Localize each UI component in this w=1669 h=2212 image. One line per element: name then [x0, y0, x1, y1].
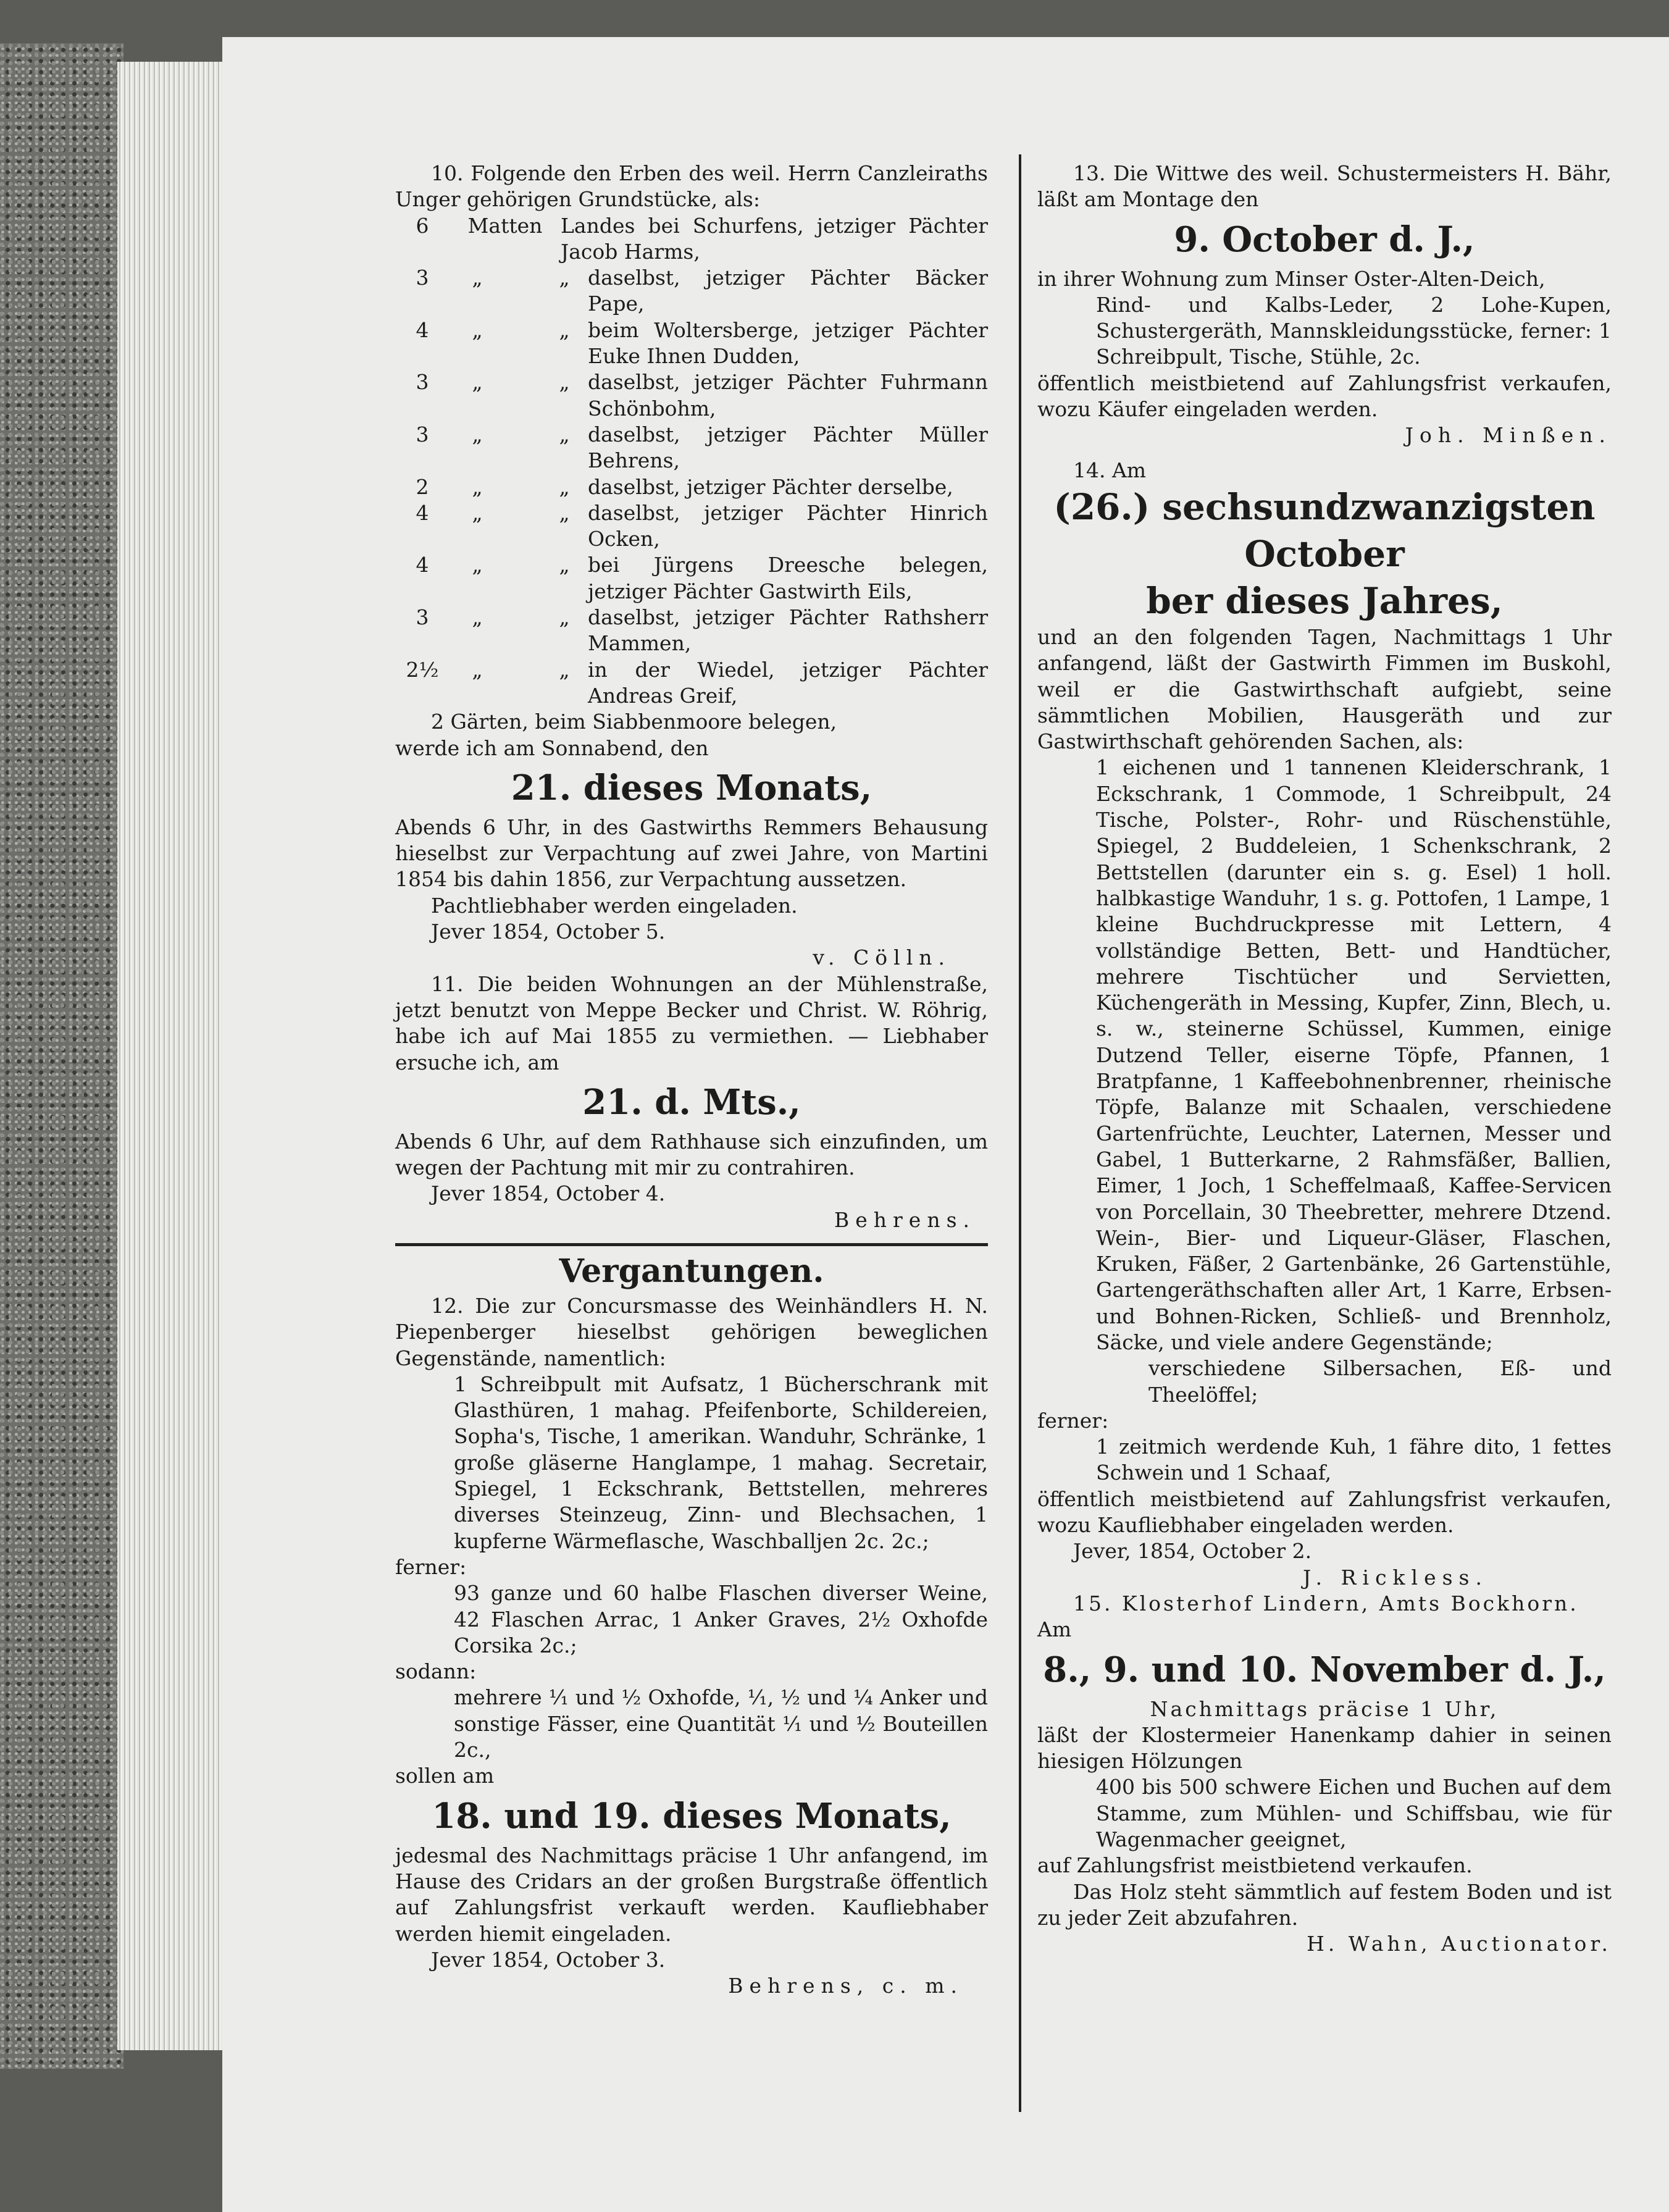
parcel-quantity: 4: [416, 553, 429, 577]
parcel-unit: „: [472, 474, 483, 499]
book-cover-marbled: [0, 43, 123, 2069]
parcel-unit: „: [472, 657, 483, 682]
parcel-description: bei Jürgens Dreesche belegen, jetziger Pächter Gastwirth Eils,: [588, 553, 988, 603]
notice-10-invite: Pachtliebhaber werden eingeladen.: [431, 893, 798, 918]
parcel-unit: „: [472, 500, 483, 525]
notice-11-place-date: Jever 1854, October 4.: [431, 1181, 666, 1206]
parcel-ditto: „: [559, 317, 570, 342]
parcel-ditto: „: [559, 266, 570, 290]
parcel-quantity: 3: [416, 370, 429, 395]
notice-14-body2: öffentlich meistbietend auf Zahlungsfrist verkaufen, wozu Kaufliebhaber eingeladen werden.: [1037, 1486, 1612, 1538]
notice-15-am: Am: [1037, 1617, 1072, 1642]
parcel-quantity: 2: [416, 474, 429, 499]
parcel-quantity: 4: [416, 500, 429, 525]
parcel-row: [395, 657, 988, 710]
section-rule: [395, 1243, 988, 1246]
notice-15-signature: H. Wahn, Auctionator.: [1307, 1932, 1612, 1956]
notice-14-ferner: ferner:: [1037, 1408, 1109, 1433]
column-divider: [1019, 154, 1021, 2112]
parcel-unit: „: [472, 422, 483, 446]
parcel-ditto: „: [559, 474, 570, 499]
parcel-unit: „: [472, 266, 483, 290]
notice-14-items-1b: verschiedene Silbersachen, Eß- und Theelöffel;: [1148, 1356, 1612, 1407]
notice-12-items-3: mehrere ⅟₁ und ½ Oxhofde, ⅟₁, ½ und ¼ Anker und sonstige Fässer, eine Quantität ⅟₁ und ½ Bouteillen 2c.,: [454, 1685, 988, 1762]
notice-10-werde: werde ich am Sonnabend, den: [395, 735, 709, 760]
notice-14-am: 14. Am: [1073, 458, 1147, 482]
parcel-description: beim Woltersberge, jetziger Pächter Euke Ihnen Dudden,: [588, 317, 988, 369]
parcel-description: daselbst, jetziger Pächter derselbe,: [588, 474, 953, 499]
notice-11-body2: Abends 6 Uhr, auf dem Rathhause sich einzufinden, um wegen der Pachtung mit mir zu contrahiren.: [395, 1129, 988, 1180]
notice-14-date-line2: ber dieses Jahres,: [1146, 579, 1503, 622]
notice-10-body: Abends 6 Uhr, in des Gastwirths Remmers Behausung hieselbst zur Verpachtung auf zwei Jahre, von Martini 1854 bis dahin 1856, zur Verpachtung aussetzen.: [395, 815, 988, 892]
notice-10-intro: 10. Folgende den Erben des weil. Herrn Canzleiraths Unger gehörigen Grundstücke, als:: [395, 161, 988, 212]
left-column: [395, 161, 988, 1999]
parcel-row: [395, 552, 988, 605]
parcel-unit: Matten: [467, 213, 543, 238]
notice-10-place-date: Jever 1854, October 5.: [431, 920, 666, 944]
parcel-row: [395, 500, 988, 553]
notice-13-body: in ihrer Wohnung zum Minser Oster-Alten-Deich,: [1037, 266, 1546, 291]
parcel-description: daselbst, jetziger Pächter Rathsherr Mammen,: [588, 605, 988, 656]
section-title: Vergantungen.: [559, 1252, 824, 1290]
notice-11-signature: Behrens.: [834, 1207, 976, 1232]
notice-12-signature: Behrens, c. m.: [728, 1974, 963, 1998]
notice-14-date-line1: (26.) sechsundzwanzigsten October: [1053, 485, 1596, 575]
notice-15-items: 400 bis 500 schwere Eichen und Buchen auf dem Stamme, zum Mühlen- und Schiffsbau, wie für Wagenmacher geeignet,: [1096, 1775, 1612, 1852]
notice-12-place-date: Jever 1854, October 3.: [431, 1947, 666, 1972]
parcel-description: daselbst, jetziger Pächter Bäcker Pape,: [588, 266, 988, 316]
parcel-description: daselbst, jetziger Pächter Müller Behrens,: [588, 422, 988, 473]
parcel-unit: „: [472, 605, 483, 630]
parcel-row: [395, 317, 988, 370]
notice-13-signature: Joh. Minßen.: [1405, 423, 1612, 448]
notice-13-body2: öffentlich meistbietend auf Zahlungsfrist verkaufen, wozu Käufer eingeladen werden.: [1037, 371, 1612, 422]
parcel-ditto: „: [559, 422, 570, 446]
parcel-description: daselbst, jetziger Pächter Fuhrmann Schönbohm,: [588, 370, 988, 421]
parcel-row: [395, 265, 988, 317]
right-column: [1037, 161, 1612, 1958]
notice-15-body3: Das Holz steht sämmtlich auf festem Boden und ist zu jeder Zeit abzufahren.: [1037, 1879, 1612, 1930]
parcel-row: [395, 605, 988, 657]
notice-12-intro: 12. Die zur Concursmasse des Weinhändlers H. N. Piepenberger hieselbst gehörigen beweglichen Gegenstände, namentlich:: [395, 1293, 988, 1370]
notice-12-date: 18. und 19. dieses Monats,: [432, 1795, 952, 1837]
parcel-row: [395, 474, 988, 500]
notice-11-body: 11. Die beiden Wohnungen an der Mühlenstraße, jetzt benutzt von Meppe Becker und Christ. W. Röhrig, habe ich auf Mai 1855 zu vermiethen. — Liebhaber ersuche ich, am: [395, 971, 988, 1075]
notice-10-signature: v. Cölln.: [813, 945, 951, 970]
parcel-quantity: 3: [416, 422, 429, 446]
notice-12-sodann: sodann:: [395, 1659, 477, 1684]
parcel-unit: „: [472, 370, 483, 395]
parcel-description: in der Wiedel, jetziger Pächter Andreas Greif,: [588, 657, 988, 708]
notice-14-body: und an den folgenden Tagen, Nachmittags 1 Uhr anfangend, läßt der Gastwirth Fimmen im Buskohl, weil er die Gastwirthschaft aufgiebt, seine sämmtlichen Mobilien, Hausgeräth und zur Gastwirthschaft gehörenden Sachen, als:: [1037, 624, 1612, 754]
notice-15-time: Nachmittags präcise 1 Uhr,: [1150, 1696, 1499, 1721]
notice-12-ferner: ferner:: [395, 1554, 467, 1579]
notice-14-items-2: 1 zeitmich werdende Kuh, 1 fähre dito, 1 fettes Schwein und 1 Schaaf,: [1096, 1435, 1612, 1485]
notice-10-date: 21. dieses Monats,: [511, 767, 872, 808]
parcel-quantity: 3: [416, 605, 429, 630]
parcel-description: daselbst, jetziger Pächter Hinrich Ocken,: [588, 500, 988, 551]
notice-11-date: 21. d. Mts.,: [582, 1081, 801, 1123]
notice-14-place-date: Jever, 1854, October 2.: [1073, 1539, 1312, 1564]
parcel-quantity: 2½: [406, 657, 439, 682]
parcel-unit: „: [472, 553, 483, 577]
notice-13-date: 9. October d. J.,: [1174, 219, 1475, 260]
notice-14-signature: J. Rickless.: [1303, 1565, 1488, 1590]
notice-15-intro: 15. Klosterhof Lindern, Amts Bockhorn.: [1073, 1591, 1579, 1615]
parcel-quantity: 4: [416, 317, 429, 342]
parcel-ditto: „: [559, 605, 570, 630]
notice-15-date: 8., 9. und 10. November d. J.,: [1043, 1649, 1606, 1690]
parcel-ditto: „: [559, 553, 570, 577]
parcel-quantity: 6: [416, 213, 429, 238]
parcel-ditto: „: [559, 500, 570, 525]
notice-12-sollen: sollen am: [395, 1764, 495, 1788]
parcel-description: Landes bei Schurfens, jetziger Pächter Jacob Harms,: [561, 213, 988, 264]
notice-12-items-2: 93 ganze und 60 halbe Flaschen diverser Weine, 42 Flaschen Arrac, 1 Anker Graves, 2½ Oxhofde Corsika 2c.;: [454, 1581, 988, 1657]
notice-15-body2: auf Zahlungsfrist meistbietend verkaufen.: [1037, 1853, 1473, 1878]
notice-14-items-1: 1 eichenen und 1 tannenen Kleiderschrank, 1 Eckschrank, 1 Commode, 1 Schreibpult, 24 Tische, Polster-, Rohr- und Rüschenstühle, Spiegel, 2 Buddeleien, 1 Schenkschrank, 2 Bettstellen (darunter ein s. g. Esel) 1 holl. halbkastige Wanduhr, 1 s. g. Pottofen, 1 Lampe, 1 kleine Buchdruckpresse mit Lettern, 4 vollständige Betten, Bett- und Handtücher, mehrere Tischtücher und Servietten, Küchengeräth in Messing, Kupfer, Zinn, Blech, u. s. w., steinerne Schüssel, Kummen, einige Dutzend Teller, eiserne Töpfe, Pfannen, 1 Bratpfanne, 1 Kaffeebohnenbrenner, rheinische Töpfe, Balanze mit Schaalen, verschiedene Gartenfrüchte, Leuchter, Laternen, Messer und Gabel, 1 Butterkarne, 2 Rahmsfäßer, Ballien, Eimer, 1 Joch, 1 Scheffelmaaß, Kaffee-Servicen von Porcellain, 30 Theebretter, mehrere Dtzend. Wein-, Bier- und Liqueur-Gläser, Flaschen, Kruken, Fäßer, 2 Gartenbänke, 26 Gartenstühle, Gartengeräthschaften aller Art, 1 Karre, Erbsen- und Bohnen-Ricken, Schließ- und Brennholz, Säcke, und viele andere Gegenstände;: [1096, 755, 1612, 1354]
parcel-quantity: 3: [416, 266, 429, 290]
notice-13-intro: 13. Die Wittwe des weil. Schustermeisters H. Bähr, läßt am Montage den: [1037, 161, 1612, 212]
notice-12-body: jedesmal des Nachmittags präcise 1 Uhr anfangend, im Hause des Cridars an der großen Burgstraße öffentlich auf Zahlungsfrist verkauft werden. Kaufliebhaber werden hiemit eingeladen.: [395, 1843, 988, 1946]
parcel-ditto: „: [559, 370, 570, 395]
parcel-row: [395, 369, 988, 422]
notice-13-items: Rind- und Kalbs-Leder, 2 Lohe-Kupen, Schustergeräth, Mannskleidungsstücke, ferner: 1 Schreibpult, Tische, Stühle, 2c.: [1096, 292, 1612, 369]
parcel-row: [395, 422, 988, 474]
notice-10-gardens: 2 Gärten, beim Siabbenmoore belegen,: [431, 710, 837, 734]
parcel-row: [395, 213, 988, 266]
notice-15-body: läßt der Klostermeier Hanenkamp dahier in seinen hiesigen Hölzungen: [1037, 1722, 1612, 1774]
parcel-unit: „: [472, 317, 483, 342]
notice-12-items-1: 1 Schreibpult mit Aufsatz, 1 Bücherschrank mit Glasthüren, 1 mahag. Pfeifenborte, Schildereien, Sopha's, Tische, 1 amerikan. Wanduhr, Schränke, 1 große gläserne Hanglampe, 1 mahag. Secretair, Spiegel, 1 Eckschrank, Bettstellen, mehreres diverses Steinzeug, Zinn- und Blechsachen, 1 kupferne Wärmeflasche, Waschballjen 2c. 2c.;: [454, 1372, 988, 1553]
parcel-ditto: „: [559, 657, 570, 682]
parcel-list: [395, 213, 988, 710]
